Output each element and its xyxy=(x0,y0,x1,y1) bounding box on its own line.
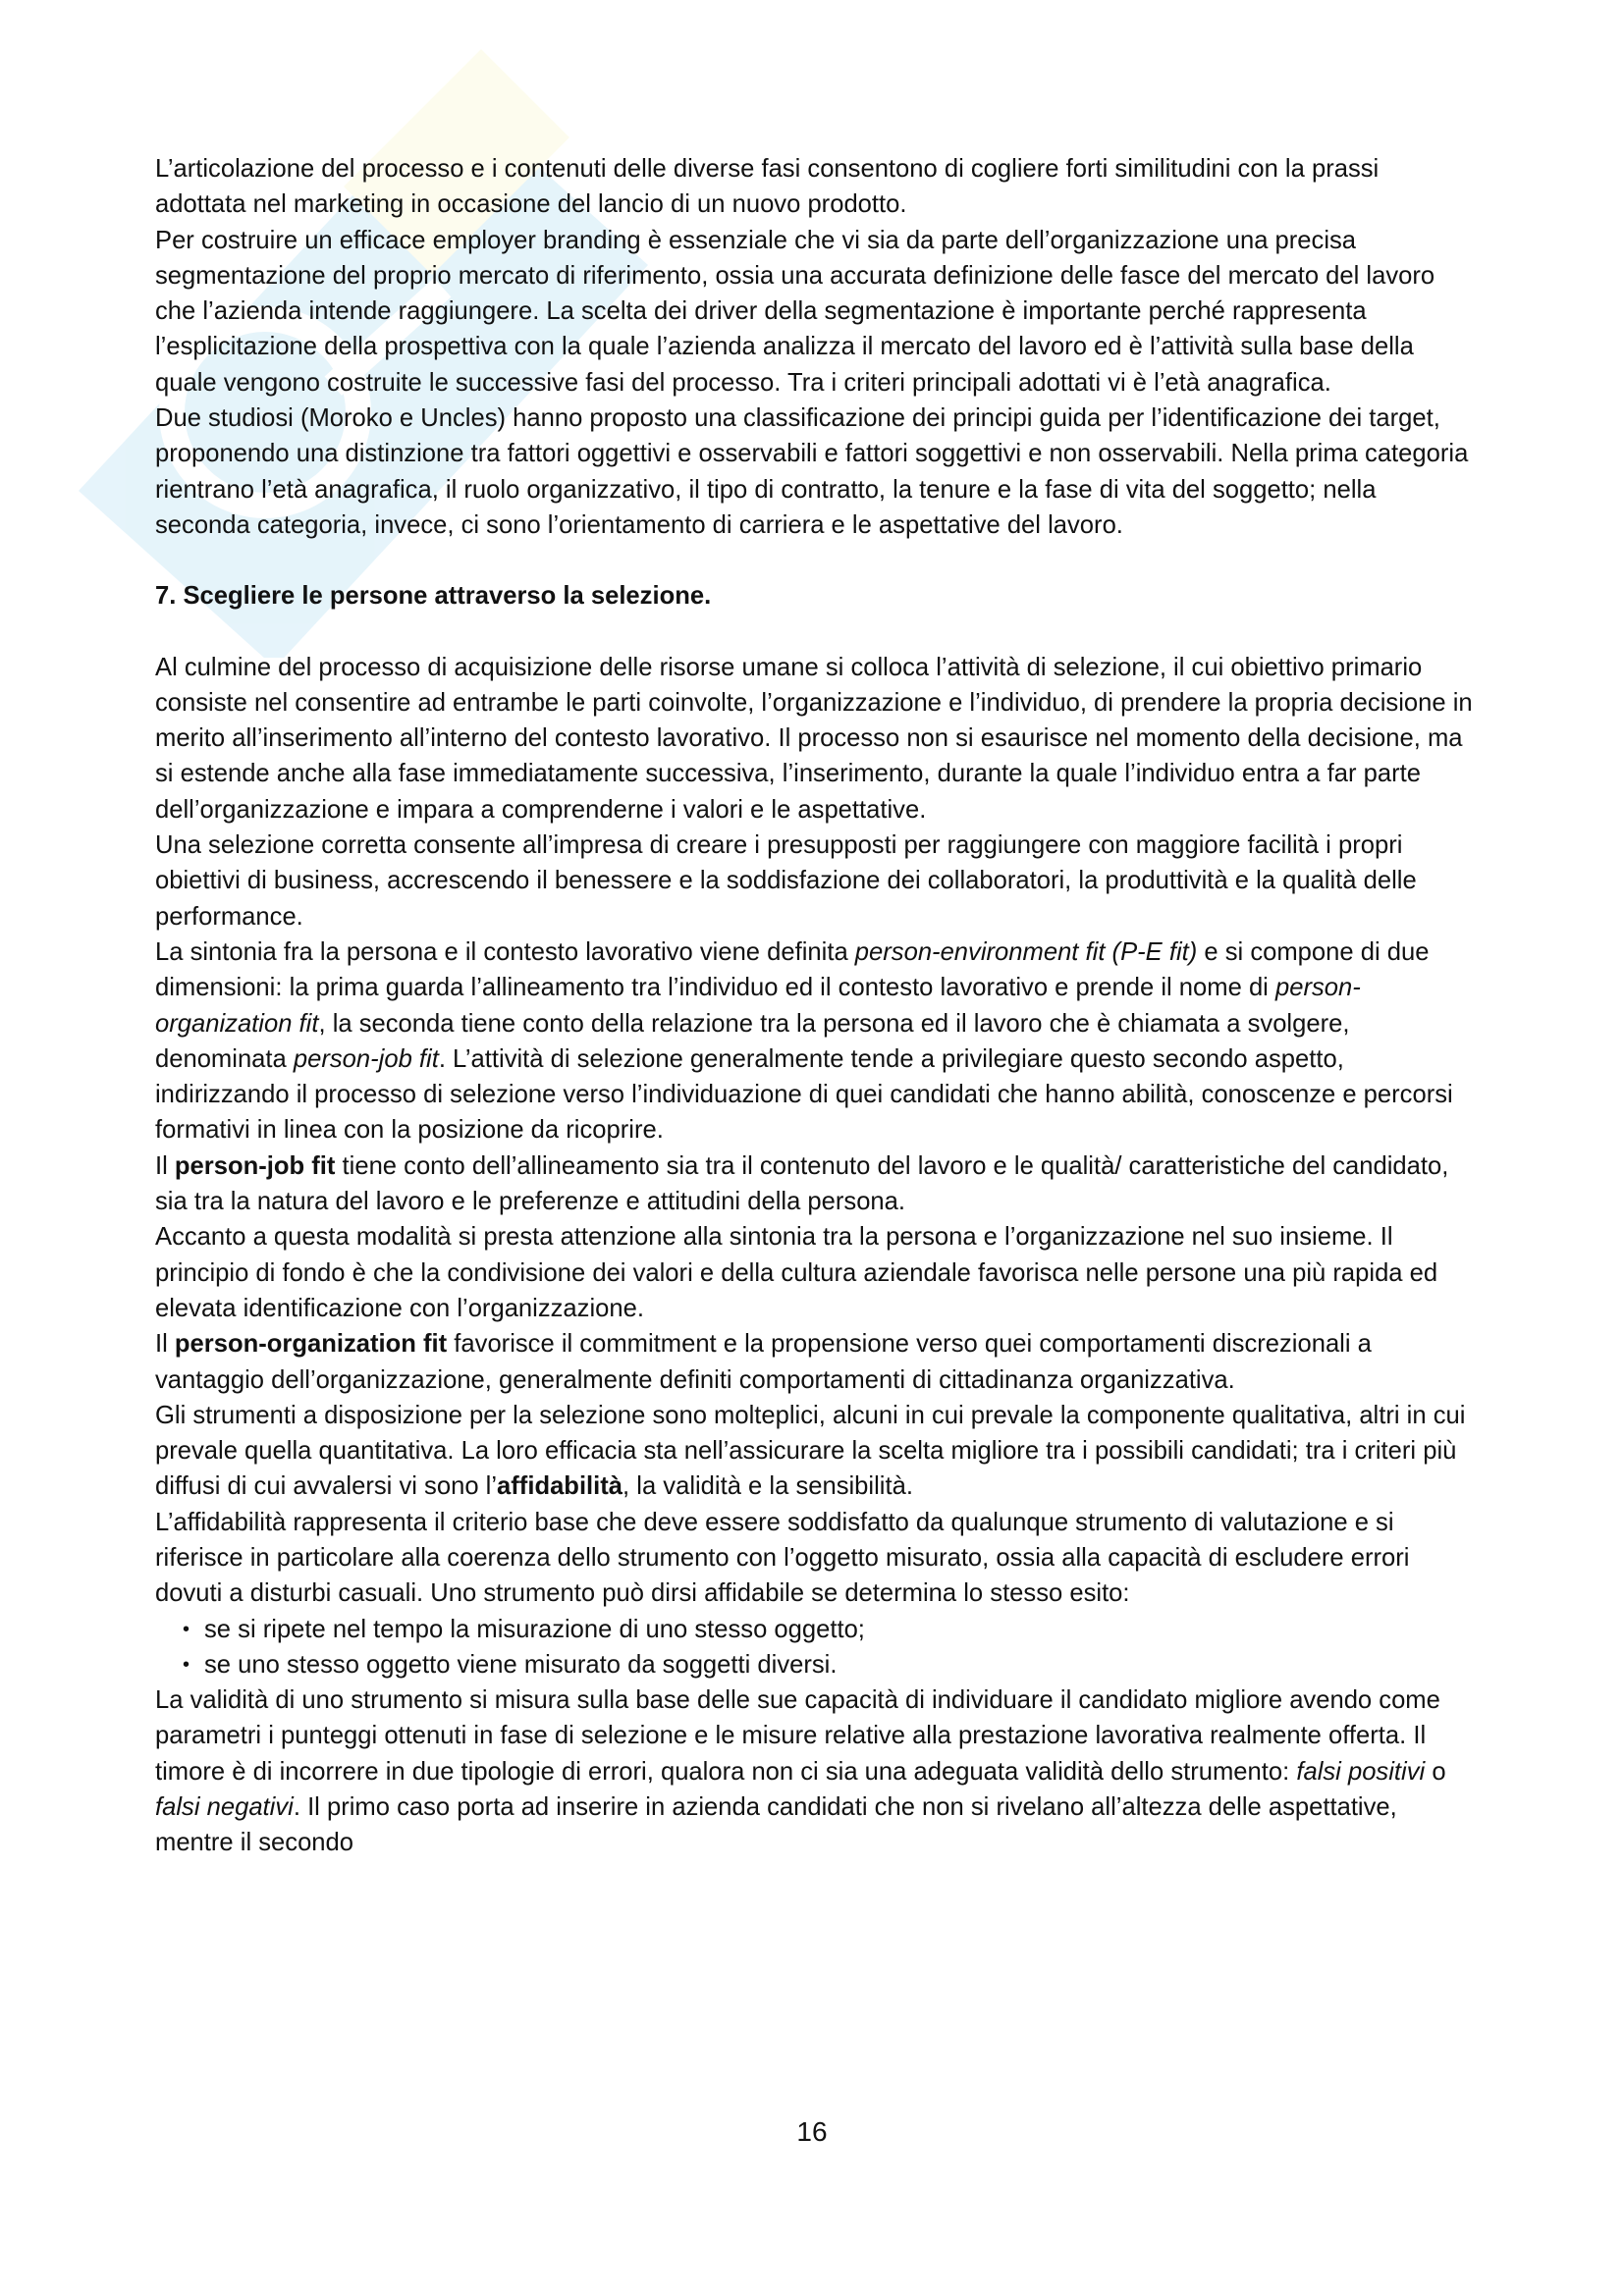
bold-term-affidabilita: affidabilità xyxy=(497,1472,623,1501)
term-falsi-negativi: falsi negativi xyxy=(155,1793,294,1822)
section-heading: 7. Scegliere le persone attraverso la selezione. xyxy=(155,582,712,611)
text-span: La validità di uno strumento si misura sulla base delle sue capacità di individuare il candidato migliore avendo come parametri i punteggi ottenuti in fase di selezione e le misure relative alla prestazione lavorativa realmente offerta. Il timore è di incorrere in due tipologie di errori, qualora non ci sia una adeguata validità dello strumento: xyxy=(155,1686,1440,1786)
text-span: . Il primo caso porta ad inserire in azienda candidati che non si rivelano all’altezza delle aspettative, mentre il secondo xyxy=(155,1793,1397,1857)
bullet-icon: • xyxy=(183,1618,190,1640)
text-span: o xyxy=(1425,1757,1446,1786)
text-span: favorisce il commitment e la propensione verso quei comportamenti discrezionali a vantaggio dell’organizzazione, generalmente definiti comportamenti di cittadinanza organizzativa. xyxy=(155,1330,1372,1394)
section-paragraph-4 xyxy=(155,1148,1476,1220)
section-paragraph-6 xyxy=(155,1326,1476,1398)
term-person-job-fit: person-job fit xyxy=(293,1044,439,1073)
list-item-text: se uno stesso oggetto viene misurato da soggetti diversi. xyxy=(204,1650,838,1679)
text-span: , la validità e la sensibilità. xyxy=(623,1472,913,1501)
intro-paragraph-1: L’articolazione del processo e i contenuti delle diverse fasi consentono di cogliere forti similitudini con la prassi adottata nel marketing in occasione del lancio di un nuovo prodotto. xyxy=(155,155,1380,219)
section-paragraph-8: L’affidabilità rappresenta il criterio base che deve essere soddisfatto da qualunque strumento di valutazione e si riferisce in particolare alla coerenza dello strumento con l’oggetto misurato, ossia alla capacità di escludere errori dovuti a disturbi casuali. Uno strumento può dirsi affidabile se determina lo stesso esito: xyxy=(155,1508,1410,1608)
section-paragraph-3 xyxy=(155,934,1476,1148)
section-paragraph-2: Una selezione corretta consente all’impresa di creare i presupposti per raggiungere con maggiore facilità i propri obiettivi di business, accrescendo il benessere e la soddisfazione dei collaboratori, la produttività e la qualità delle performance. xyxy=(155,831,1417,931)
text-span: La sintonia fra la persona e il contesto lavorativo viene definita xyxy=(155,937,855,966)
term-person-organization-fit: person-organization fit xyxy=(155,974,1361,1038)
bullet-icon: • xyxy=(183,1653,190,1676)
section-paragraph-9 xyxy=(155,1682,1476,1860)
text-span: e si compone di due dimensioni: la prima guarda l’allineamento tra l’individuo ed il contesto lavorativo e prende il nome di xyxy=(155,937,1430,1002)
intro-paragraph-3: Due studiosi (Moroko e Uncles) hanno proposto una classificazione dei principi guida per l’identificazione dei target, proponendo una distinzione tra fattori oggettivi e osservabili e fattori soggettivi e non osservabili. Nella prima categoria rientrano l’età anagrafica, il ruolo organizzativo, il tipo di contratto, la tenure e la fase di vita del soggetto; nella seconda categoria, invece, ci sono l’orientamento di carriera e le aspettative del lavoro. xyxy=(155,404,1469,539)
bold-term-person-job-fit: person-job fit xyxy=(174,1151,336,1180)
section-paragraph-1: Al culmine del processo di acquisizione delle risorse umane si colloca l’attività di selezione, il cui obiettivo primario consiste nel consentire ad entrambe le parti coinvolte, l’organizzazione e l’individuo, di prendere la propria decisione in merito all’inserimento all’interno del contesto lavorativo. Il processo non si esaurisce nel momento della decisione, ma si estende anche alla fase immediatamente successiva, l’inserimento, durante la quale l’individuo entra a far parte dell’organizzazione e impara a comprenderne i valori e le aspettative. xyxy=(155,653,1473,824)
document-page xyxy=(155,151,1476,1861)
list-item-text: se si ripete nel tempo la misurazione di uno stesso oggetto; xyxy=(204,1615,865,1643)
section-paragraph-5: Accanto a questa modalità si presta attenzione alla sintonia tra la persona e l’organizzazione nel suo insieme. Il principio di fondo è che la condivisione dei valori e della cultura aziendale favorisca nelle persone una più rapida ed elevata identificazione con l’organizzazione. xyxy=(155,1223,1438,1322)
bullet-list xyxy=(155,1612,1476,1683)
text-span: tiene conto dell’allineamento sia tra il contenuto del lavoro e le qualità/ caratteristiche del candidato, sia tra la natura del lavoro e le preferenze e attitudini della persona. xyxy=(155,1151,1449,1216)
section-paragraph-7 xyxy=(155,1398,1476,1505)
term-person-environment-fit: person-environment fit (P-E fit) xyxy=(854,937,1198,966)
intro-paragraph-2: Per costruire un efficace employer branding è essenziale che vi sia da parte dell’organizzazione una precisa segmentazione del proprio mercato di riferimento, ossia una accurata definizione delle fasce del mercato del lavoro che l’azienda intende raggiungere. La scelta dei driver della segmentazione è importante perché rappresenta l’esplicitazione della prospettiva con la quale l’azienda analizza il mercato del lavoro ed è l’attività sulla base della quale vengono costruite le successive fasi del processo. Tra i criteri principali adottati vi è l’età anagrafica. xyxy=(155,226,1435,397)
text-span: Gli strumenti a disposizione per la selezione sono molteplici, alcuni in cui prevale la componente qualitativa, altri in cui prevale quella quantitativa. La loro efficacia sta nell’assicurare la scelta migliore tra i possibili candidati; tra i criteri più diffusi di cui avvalersi vi sono l’ xyxy=(155,1401,1466,1501)
term-falsi-positivi: falsi positivi xyxy=(1296,1757,1426,1786)
page-number: 16 xyxy=(796,2116,828,2147)
list-item xyxy=(183,1647,1476,1682)
text-span: Il xyxy=(155,1330,175,1359)
list-item xyxy=(183,1612,1476,1647)
text-span: . L’attività di selezione generalmente tende a privilegiare questo secondo aspetto, indirizzando il processo di selezione verso l’individuazione di quei candidati che hanno abilità, conoscenze e percorsi formativi in linea con la posizione da ricoprire. xyxy=(155,1044,1453,1145)
text-span: Il xyxy=(155,1151,175,1180)
bold-term-person-organization-fit: person-organization fit xyxy=(174,1330,448,1359)
text-span: , la seconda tiene conto della relazione tra la persona ed il lavoro che è chiamata a svolgere, denominata xyxy=(155,1009,1350,1073)
